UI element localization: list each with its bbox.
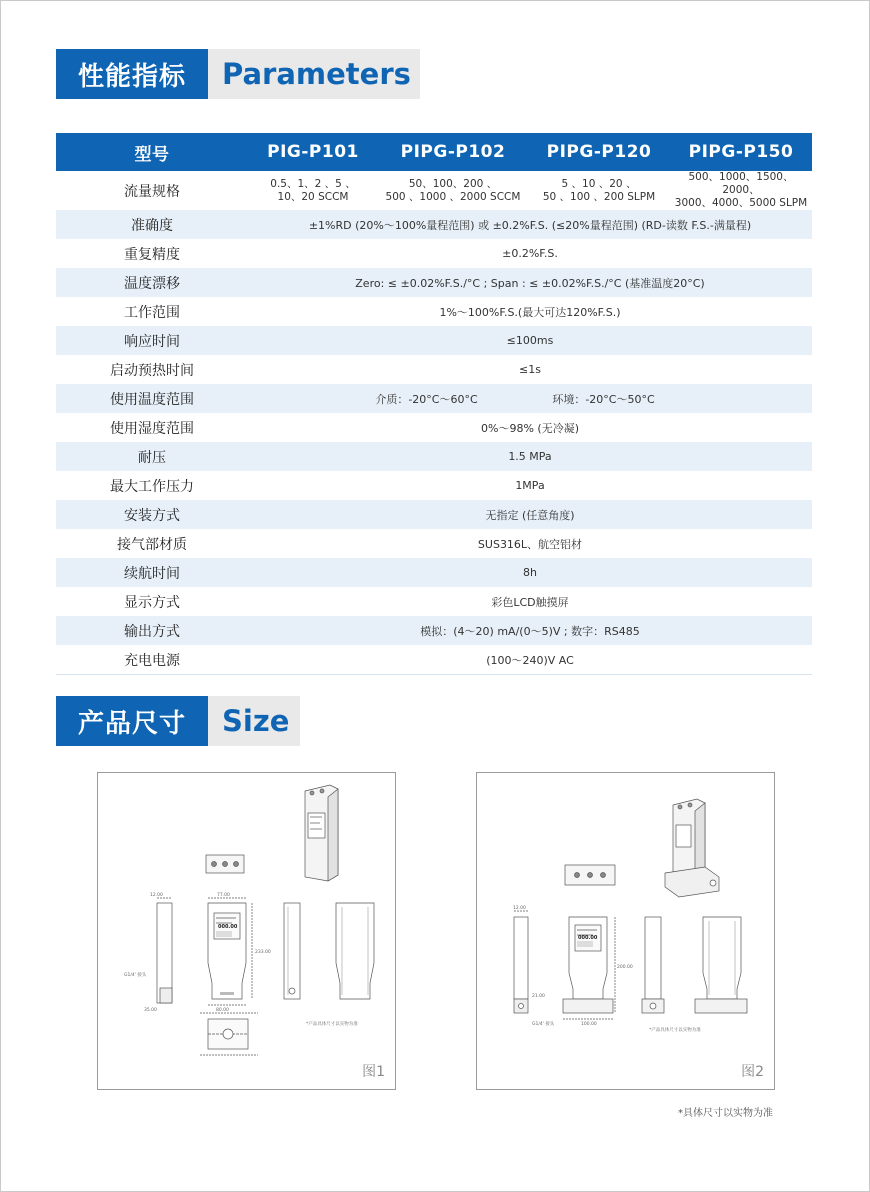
temp-medium: 介质：-20°C～60°C	[375, 392, 478, 406]
table-row	[56, 355, 812, 384]
size-title-cn: 产品尺寸	[56, 696, 208, 746]
header-pig-p101: PIG-P101	[248, 133, 378, 171]
figure-1-svg	[98, 773, 395, 1089]
device-front-view	[208, 898, 252, 1005]
device-left-view	[514, 911, 528, 1013]
row-value: 模拟：(4～20) mA/(0～5)V ; 数字：RS485	[248, 616, 812, 645]
table-row-temp-range	[56, 384, 812, 413]
figure-2-note: *产品具体尺寸以实物为准	[649, 1028, 701, 1033]
row-label: 使用湿度范围	[110, 420, 194, 437]
flow-spec-p101: 0.5、1、2 、5 、 10、20 SCCM	[270, 177, 356, 203]
row-label: 重复精度	[124, 246, 180, 263]
row-value: 0%～98% (无冷凝)	[481, 421, 579, 435]
figure-2-svg	[477, 773, 774, 1089]
dim-height: 233.00	[255, 950, 271, 955]
table-row	[56, 442, 812, 471]
size-section-header	[56, 696, 300, 746]
table-row	[56, 645, 812, 675]
table-row	[56, 297, 812, 326]
parameters-table	[56, 133, 812, 675]
table-row	[56, 558, 812, 587]
parameters-title-en: Parameters	[208, 49, 420, 99]
dim-port: G1/4' 接头	[124, 973, 147, 978]
table-row	[56, 616, 812, 645]
device-top-view	[565, 865, 615, 885]
row-value: 1.5 MPa	[248, 442, 812, 471]
figure-1-drawing	[97, 772, 396, 1090]
row-value: Zero: ≤ ±0.02%F.S./°C ; Span : ≤ ±0.02%F.S./°C (基准温度20°C)	[248, 268, 812, 297]
device-port-detail	[200, 1013, 258, 1055]
row-label: 流量规格	[124, 183, 180, 200]
device-side-view	[642, 917, 664, 1013]
device-back-view	[695, 917, 747, 1013]
header-model: 型号	[56, 133, 248, 171]
table-row	[56, 471, 812, 500]
row-label: 准确度	[56, 210, 248, 239]
dim-height: 200.00	[617, 965, 633, 970]
dim-base-width: 100.00	[581, 1022, 597, 1027]
header-pipg-p120: PIPG-P120	[528, 133, 670, 171]
row-label: 使用温度范围	[56, 384, 248, 413]
row-label: 工作范围	[124, 304, 180, 321]
row-value: 1%～100%F.S.(最大可达120%F.S.)	[439, 305, 621, 319]
dim-front-width: 77.00	[217, 893, 230, 898]
dim-bottom-width: 80.00	[216, 1008, 229, 1013]
row-label: 安装方式	[56, 500, 248, 529]
row-label: 响应时间	[56, 326, 248, 355]
table-row	[56, 268, 812, 297]
dim-base-height: 21.00	[532, 994, 545, 999]
row-label: 充电电源	[56, 645, 248, 675]
flow-spec-p120: 5 、10 、20 、 50 、100 、200 SLPM	[542, 177, 656, 203]
dim-port: G1/4' 接头	[532, 1022, 555, 1027]
screen-reading: 000.00	[578, 935, 598, 941]
device-back-view	[336, 903, 374, 999]
temp-ambient: 环境：-20°C～50°C	[552, 392, 655, 406]
figure-1-label: 图1	[362, 1064, 385, 1080]
row-value: SUS316L、航空铝材	[477, 537, 583, 551]
row-value: 无指定 (任意角度)	[248, 500, 812, 529]
row-label: 温度漂移	[56, 268, 248, 297]
table-row	[56, 587, 812, 616]
row-label: 接气部材质	[117, 536, 187, 553]
screen-reading: 000.00	[218, 924, 238, 930]
row-label: 最大工作压力	[110, 478, 194, 495]
table-row	[56, 529, 812, 558]
row-value: 8h	[248, 558, 812, 587]
size-title-en: Size	[208, 696, 300, 746]
row-value: ≤100ms	[248, 326, 812, 355]
flow-spec-p150: 500、1000、1500、2000、 3000、4000、5000 SLPM	[674, 171, 808, 209]
parameters-section-header	[56, 49, 420, 99]
row-label: 启动预热时间	[110, 362, 194, 379]
table-row	[56, 500, 812, 529]
row-value	[248, 384, 812, 413]
row-value: 1MPa	[515, 479, 545, 492]
row-label: 显示方式	[124, 594, 180, 611]
table-row	[56, 239, 812, 268]
table-row-flow-spec	[56, 171, 812, 210]
device-front-view	[563, 917, 615, 1019]
device-3d-view	[305, 785, 338, 881]
header-pipg-p102: PIPG-P102	[378, 133, 528, 171]
device-side-view	[284, 903, 300, 999]
parameters-title-cn: 性能指标	[56, 49, 208, 99]
row-label: 续航时间	[56, 558, 248, 587]
table-row	[56, 326, 812, 355]
table-row	[56, 413, 812, 442]
row-value: ±1%RD (20%～100%量程范围) 或 ±0.2%F.S. (≤20%量程范围) (RD-读数 F.S.-满量程)	[248, 210, 812, 239]
row-label: 耐压	[56, 442, 248, 471]
figure-1-note: *产品具体尺寸以实物为准	[306, 1022, 358, 1027]
row-value: 彩色LCD触摸屏	[491, 595, 569, 609]
row-value: ±0.2%F.S.	[502, 247, 558, 260]
figure-2-label: 图2	[741, 1064, 764, 1080]
figure-2-drawing	[476, 772, 775, 1090]
device-top-view	[206, 855, 244, 873]
row-value: ≤1s	[519, 363, 541, 376]
dimensions-footnote: *具体尺寸以实物为准	[678, 1108, 773, 1119]
row-label: 输出方式	[56, 616, 248, 645]
dim-side: 35.00	[144, 1008, 157, 1013]
header-pipg-p150: PIPG-P150	[670, 133, 812, 171]
row-value: (100～240)V AC	[248, 645, 812, 675]
table-header-row	[56, 133, 812, 171]
table-row	[56, 210, 812, 239]
dim-top-width: 12.00	[150, 893, 163, 898]
device-left-view	[157, 898, 172, 1003]
flow-spec-p102: 50、100、200 、 500 、1000 、2000 SCCM	[385, 177, 521, 203]
device-3d-view	[665, 799, 719, 897]
dim-top-width: 12.00	[513, 906, 526, 911]
